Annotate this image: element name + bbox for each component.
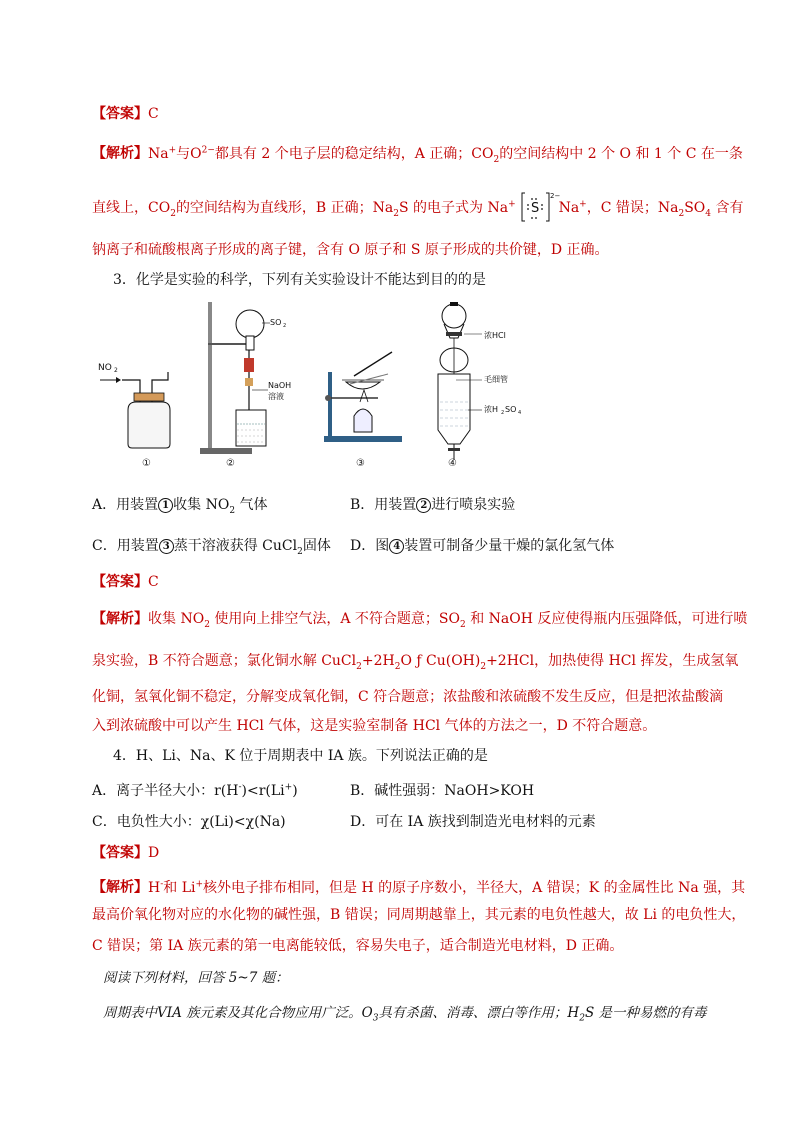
svg-text:浓HCl: 浓HCl bbox=[484, 331, 506, 340]
text: ，C 错误；Na bbox=[586, 200, 679, 216]
svg-text:SO: SO bbox=[505, 405, 517, 414]
answer-value: C bbox=[148, 574, 159, 590]
q2-analysis-line-1: 【解析】Na+与$O^{2-}$都具有 2 个电子层的稳定结构，A 正确；$CO_2$的空间结构中 2 个 O 和 1 个 C 在一条 bbox=[92, 145, 743, 165]
q3-analysis-line-3: 化铜，氢氧化铜不稳定，分解变成氧化铜，C 符合题意；浓盐酸和浓硫酸不发生反应，但是把浓盐酸滴 bbox=[92, 689, 724, 705]
apparatus-3-evaporating bbox=[324, 352, 402, 442]
q2-analysis-line-2: 直线上，$CO_2$的空间结构为直线形，B 正确；$Na_2S$ 的电子式为 Na+ S 2− Na+，C 错误；$Na_2SO_4$ 含有 bbox=[92, 190, 743, 224]
text: Na bbox=[558, 200, 580, 216]
text: 和 bbox=[635, 145, 650, 162]
text: 在一条 bbox=[700, 145, 743, 162]
analysis-tag: 【解析】 bbox=[92, 611, 148, 627]
text: 与O bbox=[176, 145, 202, 162]
analysis-tag: 【解析】 bbox=[92, 145, 148, 162]
text: C bbox=[685, 145, 697, 162]
svg-text:2−: 2− bbox=[550, 192, 561, 200]
apparatus-1-gas-bottle bbox=[98, 363, 170, 448]
circled-4: 4 bbox=[389, 539, 404, 554]
q4-option-d: D．可在 IA 族找到制造光电材料的元素 bbox=[350, 814, 596, 830]
q4-option-b: B．碱性强弱：NaOH>KOH bbox=[350, 783, 535, 799]
q4-option-c: C．电负性大小：χ(Li)<χ(Na) bbox=[92, 814, 286, 830]
text: 蒸干溶液获得 CuCl bbox=[173, 538, 298, 554]
text: 气体 bbox=[239, 497, 268, 513]
answer-value: D bbox=[148, 845, 160, 861]
q3-option-c: C．用装置 3 蒸干溶液获得 CuCl$_2$固体 bbox=[92, 538, 331, 557]
q3-option-d bbox=[350, 535, 614, 555]
text: )<r(Li bbox=[241, 783, 285, 799]
text: S 是一种易燃的有毒 bbox=[584, 1005, 707, 1021]
text: 的空间结构中 bbox=[499, 145, 584, 162]
svg-text:浓H: 浓H bbox=[484, 405, 499, 414]
text: A．用装置 bbox=[92, 497, 159, 513]
reading-intro: 阅读下列材料，回答 5~7 题： bbox=[103, 970, 289, 986]
text: 含有 bbox=[715, 200, 744, 216]
q2-answer-line bbox=[92, 104, 159, 124]
q3-stem: 3．化学是实验的科学，下列有关实验设计不能达到目的的是 bbox=[113, 272, 486, 288]
q4-analysis-line-2: 最高价氧化物对应的水化物的碱性强，B 错误；同周期越靠上，其元素的电负性越大，故 Li 的电负性大， bbox=[92, 907, 746, 923]
q4-analysis-line-1: 【解析】H-和 Li+核外电子排布相同，但是 H 的原子序数小，半径大，A 错误；K 的金属性比 Na 强，其 bbox=[92, 879, 746, 896]
text: 和 Li bbox=[163, 879, 196, 896]
text: 个 bbox=[667, 145, 682, 162]
text: D．图 bbox=[350, 538, 390, 554]
q3-option-b bbox=[350, 494, 515, 514]
svg-text:毛细管: 毛细管 bbox=[484, 375, 508, 384]
text: 收集 bbox=[173, 497, 202, 513]
answer-value: C bbox=[148, 106, 159, 122]
analysis-tag: 【解析】 bbox=[92, 879, 148, 896]
apparatus-2-fountain bbox=[200, 302, 291, 454]
svg-text:2: 2 bbox=[283, 323, 287, 329]
svg-text:NaOH: NaOH bbox=[268, 381, 292, 390]
answer-tag: 【答案】 bbox=[92, 845, 148, 861]
circled-3: 3 bbox=[159, 539, 174, 554]
circled-2: 2 bbox=[416, 498, 431, 513]
text: 核外电子排布相同，但是 H 的原子序数小，半径大，A 错误；K 的金属性比 Na 强，其 bbox=[203, 879, 746, 896]
text: +2H bbox=[361, 653, 395, 669]
text: 都具有 bbox=[214, 145, 257, 162]
svg-text:④: ④ bbox=[448, 458, 457, 469]
svg-text:4: 4 bbox=[518, 410, 522, 416]
text: 个 bbox=[601, 145, 616, 162]
text: 使用向上排空气法，A 不符合题意；SO bbox=[214, 611, 461, 627]
text: B．用装置 bbox=[350, 497, 417, 513]
text: C．用装置 bbox=[92, 538, 159, 554]
q3-analysis-line-2: 泉实验，B 不符合题意；氯化铜水解 $CuCl_2+2H_2O$ ƒ $Cu(OH)_2+2HCl$，加热使得 HCl 挥发，生成氢氧 bbox=[92, 653, 739, 672]
text: 周期表中VIA 族元素及其化合物应用广泛。O bbox=[103, 1005, 373, 1021]
svg-text:③: ③ bbox=[356, 458, 365, 469]
text: 直线上，CO bbox=[92, 200, 171, 216]
text: ) bbox=[292, 783, 298, 799]
text: 固体 bbox=[302, 538, 331, 554]
apparatus-figure bbox=[92, 298, 712, 468]
answer-tag: 【答案】 bbox=[92, 106, 148, 122]
text: SO bbox=[684, 200, 706, 216]
q3-option-a: A．用装置 1 收集 $NO_2$ 气体 bbox=[92, 497, 268, 516]
text: 装置可制备少量干燥的氯化氢气体 bbox=[404, 538, 615, 554]
text: A．离子半径大小：r(H bbox=[92, 783, 239, 799]
text: 具有杀菌、消毒、漂白等作用；H bbox=[378, 1005, 580, 1021]
q4-answer-line bbox=[92, 843, 159, 863]
text: 个电子层的稳定结构，A 正确；CO bbox=[274, 145, 494, 162]
svg-text:①: ① bbox=[142, 458, 151, 469]
reading-text: 周期表中VIA 族元素及其化合物应用广泛。$O_3$具有杀菌、消毒、漂白等作用；$H_2S$ 是一种易燃的有毒 bbox=[103, 1005, 707, 1024]
q4-stem: 4．H、Li、Na、K 位于周期表中 IA 族。下列说法正确的是 bbox=[113, 748, 488, 764]
text: Na bbox=[148, 145, 169, 162]
text: 和 NaOH 反应使得瓶内压强降低，可进行喷 bbox=[470, 611, 748, 627]
text: S 的电子式为 Na bbox=[399, 200, 509, 216]
electron-formula-bracket bbox=[520, 190, 561, 224]
text: +2HCl，加热使得 HCl 挥发，生成氢氧 bbox=[486, 653, 739, 669]
text: 的空间结构为直线形，B 正确；Na bbox=[175, 200, 394, 216]
svg-text:②: ② bbox=[226, 458, 235, 469]
svg-text:溶液: 溶液 bbox=[268, 392, 284, 401]
answer-tag: 【答案】 bbox=[92, 574, 148, 590]
text: 1 bbox=[653, 145, 663, 162]
text: NO bbox=[205, 497, 230, 513]
svg-text:2: 2 bbox=[501, 410, 505, 416]
text: 2 bbox=[261, 145, 271, 162]
text: O bbox=[619, 145, 631, 162]
q3-analysis-line-1: 【解析】收集 $NO_2$ 使用向上排空气法，A 不符合题意；$SO_2$ 和 NaOH 反应使得瓶内压强降低，可进行喷 bbox=[92, 611, 748, 630]
svg-text:S: S bbox=[531, 201, 540, 216]
q3-analysis-line-4: 入到浓硫酸中可以产生 HCl 气体，这是实验室制备 HCl 气体的方法之一，D 不符合题意。 bbox=[92, 718, 657, 734]
svg-text:2: 2 bbox=[114, 367, 118, 374]
text: 2 bbox=[587, 145, 597, 162]
circled-1: 1 bbox=[158, 498, 173, 513]
q2-analysis-line-3: 钠离子和硫酸根离子形成的离子键，含有 O 原子和 S 原子形成的共价键，D 正确。 bbox=[92, 242, 609, 258]
q3-answer-line bbox=[92, 572, 159, 592]
q4-analysis-line-3: C 错误；第 IA 族元素的第一电离能较低，容易失电子，适合制造光电材料，D 正确。 bbox=[92, 938, 624, 954]
q4-option-a: A．离子半径大小：r(H-)<r(Li+) bbox=[92, 782, 298, 799]
text: 收集 NO bbox=[148, 611, 205, 627]
text: O ƒ Cu(OH) bbox=[400, 653, 481, 669]
text: 进行喷泉实验 bbox=[431, 497, 516, 513]
svg-text:SO: SO bbox=[270, 318, 282, 327]
svg-text:NO: NO bbox=[98, 363, 112, 373]
apparatus-4-hcl-generator bbox=[438, 302, 521, 460]
text: H bbox=[148, 879, 161, 896]
text: 泉实验，B 不符合题意；氯化铜水解 CuCl bbox=[92, 653, 357, 669]
